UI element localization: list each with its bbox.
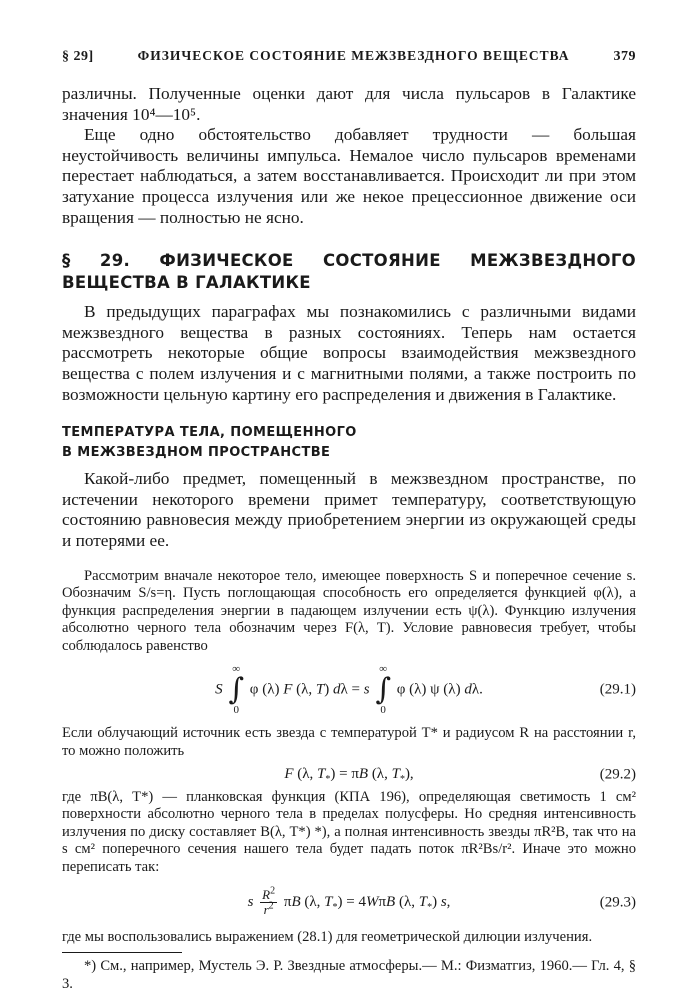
equation-29-2 [62,761,636,789]
subsection-title [62,423,636,463]
section-title: § 29. ФИЗИЧЕСКОЕ СОСТОЯНИЕ МЕЖЗВЕЗДНОГО ВЕЩЕСТВА В ГАЛАКТИКЕ [62,251,636,293]
equation-29-3 [62,881,636,925]
section-intro: В предыдущих параграфах мы познакомились с различными видами межзвездного вещества в разных состояниях. Теперь нам остается рассмотреть некоторые общие вопросы взаимодействия межзвездного вещества с полем излучения и с магнитными полями, а также построить по возможности цельную картину его распределения и движения в Галактике. [62,302,636,404]
equation-29-3-body: s $\frac{R^2}{r^2}$ πB (λ, $T_*) = 4W\pi B$ (λ, $T_*$) s, [247,885,451,918]
subsection-title-line1: ТЕМПЕРАТУРА ТЕЛА, ПОМЕЩЕННОГО [62,425,357,441]
paragraph-equilibrium: Рассмотрим вначале некоторое тело, имеющее поверхность S и поперечное сечение s. Обозначим S/s=η. Пусть поглощающая способность его определяется функцией φ(λ), а функция распределения энергии в падающем излучении есть ψ(λ). Функцию излучения абсолютно черного тела обозначим через F(λ, T). Условие равновесия требует, чтобы соблюдалось равенство [62,567,636,654]
equation-number: (29.3) [599,894,636,911]
paragraph-pulsar-estimate: различны. Полученные оценки дают для числа пульсаров в Галактике значения 10⁴—10⁵. [62,84,636,124]
page [62,48,636,993]
paragraph-planck: где πB(λ, T*) — планковская функция (КПА 196), определяющая светимость 1 см² поверхности абсолютно черного тела в пределах полусферы. Но средняя интенсивность излучения по диску составляет B(λ, T*) *), а полная интенсивность звезды πR²B, так что на s см² поперечного сечения нашего тела будет падать поток πR²Bs/r². Иначе это можно переписать так: [62,788,636,876]
paragraph-source-star: Если облучающий источник есть звезда с температурой T* и радиусом R на расстоянии r, то можно положить [62,725,636,760]
equation-number: (29.1) [599,681,636,698]
equation-29-2-body: F (λ, $T_*) = \pi B$ (λ, $T_*$), [284,766,414,786]
integral-sign: ∞ ∫ 0 [375,663,391,717]
paragraph-dilution: где мы воспользовались выражением (28.1) для геометрической дилюции излучения. [62,928,593,945]
integral-sign: ∞ ∫ 0 [228,663,245,717]
equation-29-1-body: S ∞ ∫ 0 φ (λ) F (λ, T) dλ = s ∞ ∫ 0 φ (λ) ψ (λ) dλ. [215,663,483,717]
header-section: § 29] [62,49,94,64]
paragraph-pulsar-instability: Еще одно обстоятельство добавляет трудности — большая неустойчивость величины импульса. Немалое число пульсаров временами перестает наблюдаться, а затем восстанавливается. Происходит ли при этом затухание процесса излучения или же некое прецессионное движение оси вращения — полностью не ясно. [62,125,636,227]
header-title: ФИЗИЧЕСКОЕ СОСТОЯНИЕ МЕЖЗВЕЗДНОГО ВЕЩЕСТВА [137,48,570,63]
running-header [62,48,636,70]
footnote: *) См., например, Мустель Э. Р. Звездные атмосферы.— М.: Физматгиз, 1960.— Гл. 4, § 3. [62,958,636,993]
fraction: $\frac{R^2}{r^2}$ [262,885,276,918]
subsection-title-line2: В МЕЖЗВЕЗДНОМ ПРОСТРАНСТВЕ [62,445,331,461]
page-number: 379 [613,49,636,64]
equation-29-1 [62,657,636,723]
subsection-lead: Какой-либо предмет, помещенный в межзвездном пространстве, по истечении некоторого времени примет температуру, соответствующую состоянию равновесия между приобретением энергии из окружающей среды и потерями ее. [62,469,636,550]
equation-number: (29.2) [599,766,636,783]
footnote-divider [62,952,182,953]
